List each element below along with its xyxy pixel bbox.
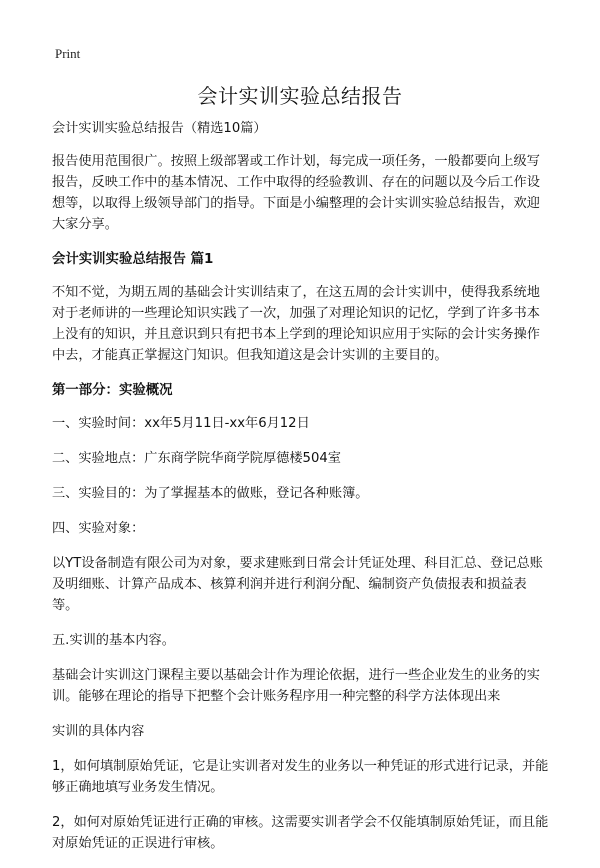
document-body <box>52 118 552 868</box>
content-paragraph: 基础会计实训这门课程主要以基础会计作为理论依据，进行一些企业发生的业务的实训。能够在理论的指导下把整个会计账务程序用一种完整的科学方法体现出来 <box>52 668 540 704</box>
overview-item-content: 五.实训的基本内容。 <box>52 633 175 648</box>
content-label: 实训的具体内容 <box>52 724 145 739</box>
overview-item-time: 一、实验时间：xx年5月11日-xx年6月12日 <box>52 416 310 431</box>
overview-item-location: 二、实验地点：广东商学院华商学院厚德楼504室 <box>52 451 341 466</box>
document-title: 会计实训实验总结报告 <box>197 84 403 108</box>
print-link[interactable]: Print <box>55 46 81 61</box>
overview-item-object: 四、实验对象： <box>52 521 145 536</box>
intro-paragraph: 报告使用范围很广。按照上级部署或工作计划，每完成一项任务，一般都要向上级写报告，反映工作中的基本情况、工作中取得的经验教训、存在的问题以及今后工作设想等，以取得上级领导部门的指导。下面是小编整理的会计实训实验总结报告，欢迎大家分享。 <box>52 154 540 232</box>
content-item-1: 1，如何填制原始凭证，它是让实训者对发生的业务以一种凭证的形式进行记录，并能够正确地填写业务发生情况。 <box>52 759 549 795</box>
section-paragraph: 不知不觉，为期五周的基础会计实训结束了，在这五周的会计实训中，使得我系统地对于老师讲的一些理论知识实践了一次，加强了对理论知识的记忆，学到了许多书本上没有的知识，并且意识到只有把书本上学到的理论知识应用于实际的会计实务操作中去，才能真正掌握这门知识。但我知道这是会计实训的主要目的。 <box>52 285 540 363</box>
part-heading: 第一部分：实验概况 <box>52 383 173 398</box>
overview-item-purpose: 三、实验目的：为了掌握基本的做账，登记各种账簿。 <box>52 486 369 501</box>
content-item-2: 2，如何对原始凭证进行正确的审核。这需要实训者学会不仅能填制原始凭证，而且能对原始凭证的正误进行审核。 <box>52 815 549 851</box>
object-paragraph: 以YT设备制造有限公司为对象，要求建账到日常会计凭证处理、科目汇总、登记总账及明细账、计算产品成本、核算利润并进行利润分配、编制资产负债报表和损益表等。 <box>52 556 543 613</box>
section-heading: 会计实训实验总结报告 篇1 <box>52 252 214 267</box>
document-subtitle: 会计实训实验总结报告（精选10篇） <box>52 121 267 136</box>
